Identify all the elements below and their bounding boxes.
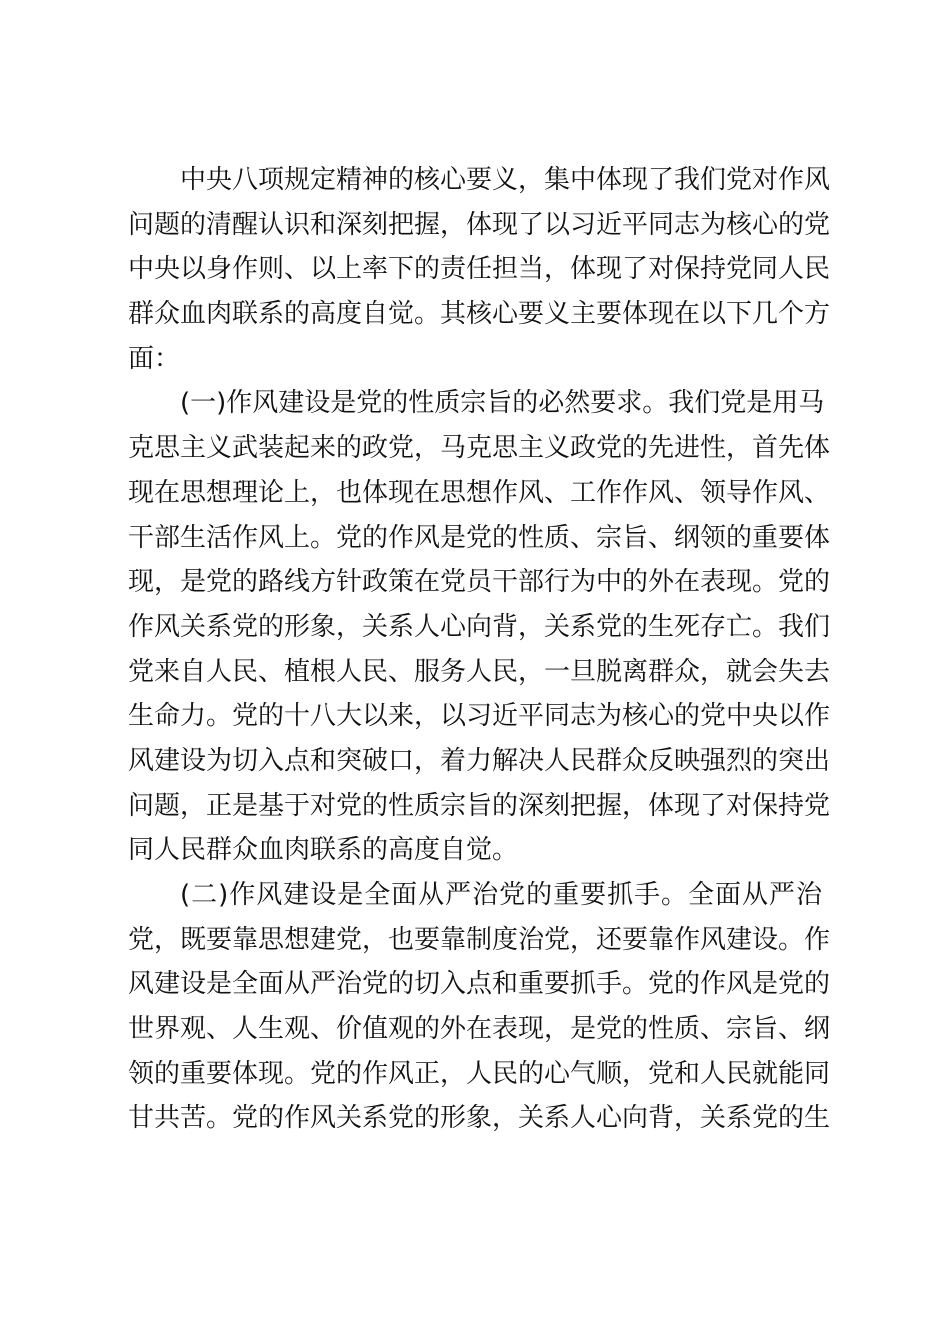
paragraph-2-line-6: 作风关系党的形象，关系人心向背，关系党的生死存亡。我们: [128, 611, 831, 642]
paragraph-2-line-11: 同人民群众血肉联系的高度自觉。: [128, 835, 519, 866]
paragraph-2-line-4: 干部生活作风上。党的作风是党的性质、宗旨、纲领的重要体: [128, 522, 831, 553]
paragraph-3-line-3: 风建设是全面从严治党的切入点和重要抓手。党的作风是党的: [128, 969, 831, 1000]
paragraph-2-line-7: 党来自人民、植根人民、服务人民，一旦脱离群众，就会失去: [128, 656, 831, 687]
document-body: [128, 158, 831, 1141]
paragraph-2-line-8: 生命力。党的十八大以来，以习近平同志为核心的党中央以作: [128, 701, 831, 732]
paragraph-3-line-5: 领的重要体现。党的作风正，人民的心气顺，党和人民就能同: [128, 1058, 831, 1089]
paragraph-3-line-1: (二)作风建设是全面从严治党的重要抓手。全面从严治: [180, 880, 822, 910]
paragraph-1-line-3: 中央以身作则、以上率下的责任担当，体现了对保持党同人民: [128, 254, 831, 285]
paragraph-3-line-2: 党，既要靠思想建党，也要靠制度治党，还要靠作风建设。作: [128, 924, 831, 955]
paragraph-3-line-4: 世界观、人生观、价值观的外在表现，是党的性质、宗旨、纲: [128, 1014, 831, 1045]
paragraph-1-line-5: 面：: [128, 343, 181, 374]
paragraph-2-line-10: 问题，正是基于对党的性质宗旨的深刻把握，体现了对保持党: [128, 790, 831, 821]
paragraph-3-line-6: 甘共苦。党的作风关系党的形象，关系人心向背，关系党的生: [128, 1103, 831, 1134]
paragraph-2-line-1: (一)作风建设是党的性质宗旨的必然要求。我们党是用马: [180, 388, 825, 419]
paragraph-2-line-3: 现在思想理论上，也体现在思想作风、工作作风、领导作风、: [128, 477, 831, 508]
paragraph-1-line-4: 群众血肉联系的高度自觉。其核心要义主要体现在以下几个方: [128, 299, 831, 330]
paragraph-2-line-5: 现，是党的路线方针政策在党员干部行为中的外在表现。党的: [128, 567, 831, 598]
paragraph-2-line-9: 风建设为切入点和突破口，着力解决人民群众反映强烈的突出: [128, 745, 831, 776]
paragraph-2-line-2: 克思主义武装起来的政党，马克思主义政党的先进性，首先体: [128, 433, 831, 464]
paragraph-1-line-2: 问题的清醒认识和深刻把握，体现了以习近平同志为核心的党: [128, 209, 831, 240]
paragraph-1-line-1: 中央八项规定精神的核心要义，集中体现了我们党对作风: [180, 165, 831, 195]
